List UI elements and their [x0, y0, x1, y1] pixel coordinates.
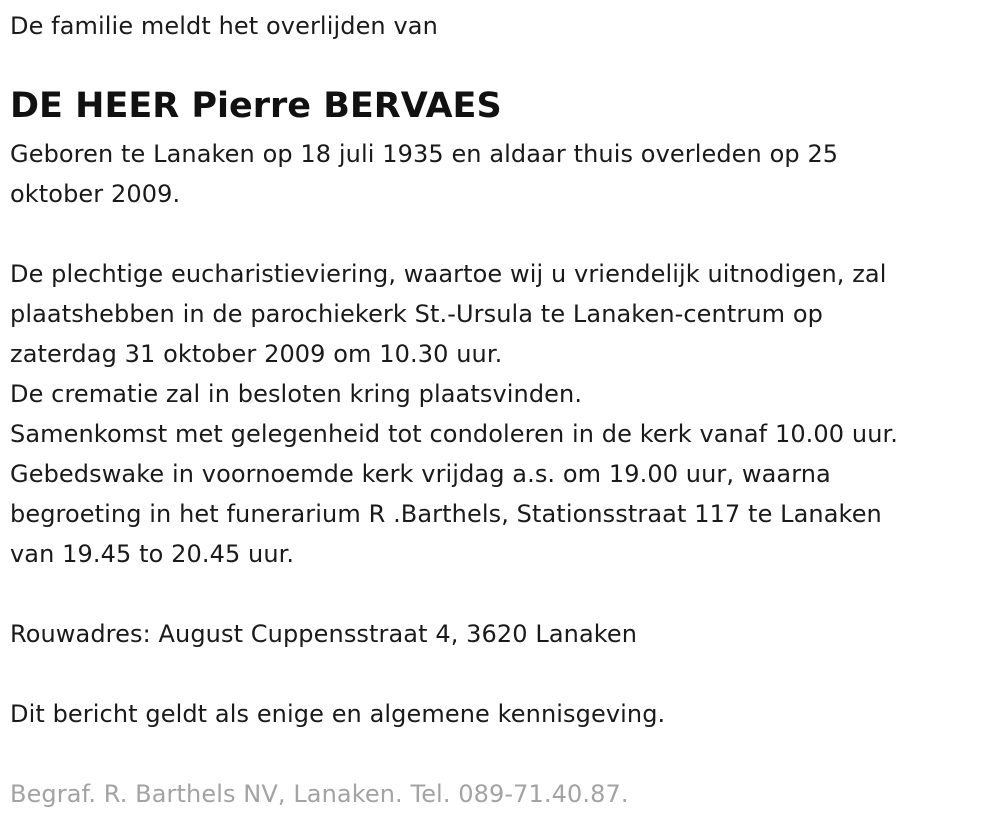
birth-death-details — [10, 134, 838, 214]
ceremony-details — [10, 254, 898, 574]
condolence-line: Samenkomst met gelegenheid tot condoleren in de kerk vanaf 10.00 uur. — [10, 420, 898, 448]
address-text: Rouwadres: August Cuppensstraat 4, 3620 Lanaken — [10, 620, 638, 648]
statement-text: Dit bericht geldt als enige en algemene kennisgeving. — [10, 700, 666, 728]
birth-line: oktober 2009. — [10, 180, 181, 208]
footer-text: Begraf. R. Barthels NV, Lanaken. Tel. 089-71.40.87. — [10, 780, 629, 808]
funeral-home-footer — [10, 774, 629, 814]
intro-text: De familie meldt het overlijden van — [10, 12, 438, 40]
vigil-line: Gebedswake in voornoemde kerk vrijdag a.s. om 19.00 uur, waarna — [10, 460, 831, 488]
vigil-line: begroeting in het funerarium R .Barthels, Stationsstraat 117 te Lanaken — [10, 500, 882, 528]
notice-statement — [10, 694, 665, 734]
ceremony-line: De plechtige eucharistieviering, waartoe wij u vriendelijk uitnodigen, zal — [10, 260, 887, 288]
mourning-address — [10, 614, 637, 654]
vigil-line: van 19.45 to 20.45 uur. — [10, 540, 295, 568]
ceremony-line: plaatshebben in de parochiekerk St.-Ursula te Lanaken-centrum op — [10, 300, 823, 328]
cremation-line: De crematie zal in besloten kring plaatsvinden. — [10, 380, 583, 408]
ceremony-line: zaterdag 31 oktober 2009 om 10.30 uur. — [10, 340, 503, 368]
birth-line: Geboren te Lanaken op 18 juli 1935 en aldaar thuis overleden op 25 — [10, 140, 839, 168]
deceased-name: DE HEER Pierre BERVAES — [10, 86, 502, 126]
